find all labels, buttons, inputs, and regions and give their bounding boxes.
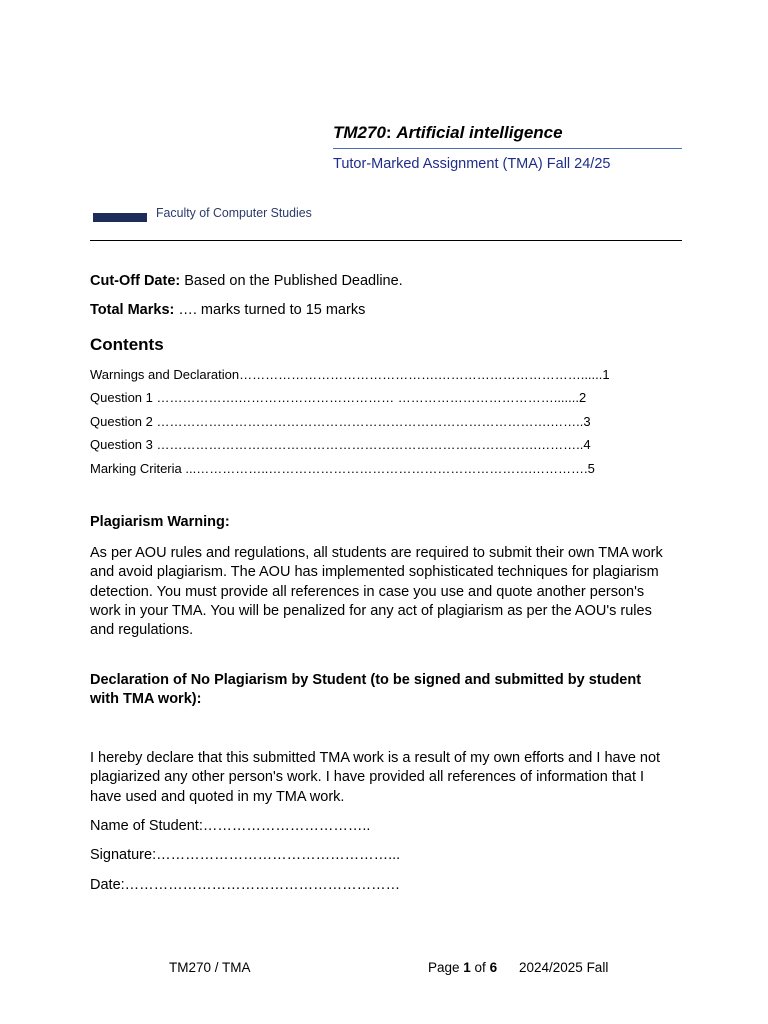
course-title-separator: : bbox=[385, 123, 397, 142]
logo-text: Faculty of Computer Studies bbox=[156, 205, 312, 220]
marks-label: Total Marks: bbox=[90, 302, 175, 318]
student-name-field[interactable]: Name of Student:…………………………….. bbox=[90, 818, 371, 834]
toc-entry[interactable]: Question 3 …………………………………………………………………………….………..4 bbox=[90, 437, 591, 452]
course-title bbox=[333, 123, 563, 143]
toc-entry[interactable]: Warnings and Declaration……………………………………….……………………………......1 bbox=[90, 367, 610, 382]
cutoff-date bbox=[90, 273, 403, 289]
total-marks bbox=[90, 302, 365, 318]
page-total: 6 bbox=[489, 960, 498, 975]
signature-field[interactable]: Signature:…………………………………………... bbox=[90, 847, 401, 863]
marks-value: …. marks turned to 15 marks bbox=[174, 302, 366, 318]
footer-course: TM270 / TMA bbox=[169, 960, 251, 975]
contents-heading: Contents bbox=[90, 335, 164, 354]
cutoff-label: Cut-Off Date: bbox=[90, 273, 181, 289]
logo-bar bbox=[93, 213, 147, 222]
page-word: Page bbox=[428, 960, 464, 975]
tma-subtitle: Tutor-Marked Assignment (TMA) Fall 24/25 bbox=[333, 156, 611, 172]
plagiarism-warning-heading: Plagiarism Warning: bbox=[90, 514, 230, 530]
date-field[interactable]: Date:………………………………………………… bbox=[90, 877, 401, 893]
header-divider bbox=[90, 240, 682, 241]
footer-page-number bbox=[428, 960, 497, 975]
declaration-body: I hereby declare that this submitted TMA work is a result of my own efforts and I have not plagiarized any other person's work. I have provided all references of information that I have used and quoted in my TMA work. bbox=[90, 750, 661, 805]
declaration-heading: Declaration of No Plagiarism by Student (to be signed and submitted by student with TMA work): bbox=[90, 672, 642, 708]
faculty-logo bbox=[93, 204, 333, 222]
plagiarism-warning-body: As per AOU rules and regulations, all students are required to submit their own TMA work and avoid plagiarism. The AOU has implemented sophisticated techniques for plagiarism detection. You must provide all references in case you use and quote another person's work in your TMA. You will be penalized for any act of plagiarism as per the AOU's rules and regulations. bbox=[90, 545, 663, 639]
page-current: 1 bbox=[463, 960, 471, 975]
title-divider bbox=[333, 148, 682, 149]
course-code: TM270 bbox=[333, 123, 386, 142]
toc-entry[interactable]: Question 2 ……………………………………………………………………………….……..3 bbox=[90, 414, 591, 429]
page-of: of bbox=[470, 960, 490, 975]
footer-term: 2024/2025 Fall bbox=[519, 960, 609, 975]
toc-entry[interactable]: Marking Criteria ...……………..…………………………………………………….………….5 bbox=[90, 461, 595, 476]
cutoff-value: Based on the Published Deadline. bbox=[180, 273, 403, 289]
toc-entry[interactable]: Question 1 ……………….……………………………… ……………………………….......2 bbox=[90, 390, 587, 405]
course-name: Artificial intelligence bbox=[396, 123, 563, 142]
